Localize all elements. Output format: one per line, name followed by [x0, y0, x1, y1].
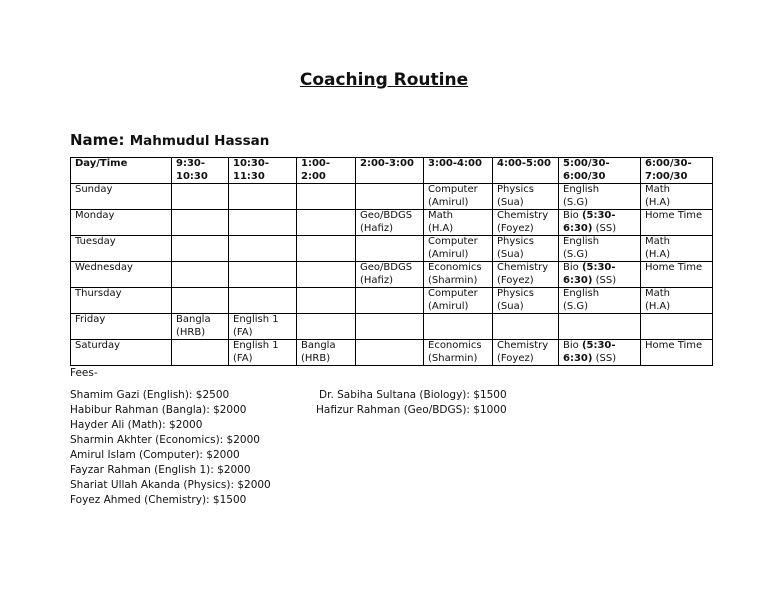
class-cell: English (S.G)	[559, 184, 641, 210]
class-cell	[172, 210, 229, 236]
table-row	[71, 340, 713, 366]
fee-item: Amirul Islam (Computer): $2000	[70, 449, 240, 461]
fee-item: Shamim Gazi (English): $2500	[70, 389, 230, 401]
class-cell	[297, 210, 356, 236]
class-cell: Bio (5:30- 6:30) (SS)	[559, 340, 641, 366]
class-cell	[229, 184, 297, 210]
fee-item: Dr. Sabiha Sultana (Biology): $1500	[319, 389, 507, 401]
fee-item: Habibur Rahman (Bangla): $2000	[70, 404, 247, 416]
header-day-time: Day/Time	[71, 158, 172, 184]
fees-heading: Fees-	[70, 367, 98, 379]
table-header-row	[71, 158, 713, 184]
class-cell: Math (H.A)	[641, 236, 713, 262]
class-cell	[229, 210, 297, 236]
class-cell: Home Time	[641, 210, 713, 236]
class-cell: Bangla (HRB)	[297, 340, 356, 366]
routine-table	[70, 157, 713, 366]
header-time-slot: 2:00-3:00	[356, 158, 424, 184]
class-cell	[559, 314, 641, 340]
class-cell	[297, 314, 356, 340]
class-cell	[172, 184, 229, 210]
fee-item: Fayzar Rahman (English 1): $2000	[70, 464, 251, 476]
class-cell: Math (H.A)	[641, 184, 713, 210]
table-row	[71, 314, 713, 340]
class-cell	[172, 262, 229, 288]
class-cell: English (S.G)	[559, 288, 641, 314]
class-cell: Home Time	[641, 340, 713, 366]
class-cell: Geo/BDGS (Hafiz)	[356, 262, 424, 288]
class-cell: Chemistry (Foyez)	[493, 262, 559, 288]
class-cell	[641, 314, 713, 340]
class-cell: Math (H.A)	[641, 288, 713, 314]
day-cell: Tuesday	[71, 236, 172, 262]
fee-item: Sharmin Akhter (Economics): $2000	[70, 434, 260, 446]
class-cell	[356, 288, 424, 314]
header-time-slot: 3:00-4:00	[424, 158, 493, 184]
class-cell	[356, 340, 424, 366]
fee-item: Hafizur Rahman (Geo/BDGS): $1000	[316, 404, 507, 416]
day-cell: Sunday	[71, 184, 172, 210]
class-cell: Computer (Amirul)	[424, 184, 493, 210]
header-time-slot: 4:00-5:00	[493, 158, 559, 184]
class-cell	[172, 340, 229, 366]
class-cell	[297, 288, 356, 314]
class-cell: Bio (5:30- 6:30) (SS)	[559, 262, 641, 288]
class-cell	[356, 236, 424, 262]
table-row	[71, 184, 713, 210]
header-time-slot: 10:30- 11:30	[229, 158, 297, 184]
class-cell: Physics (Sua)	[493, 184, 559, 210]
class-cell	[297, 184, 356, 210]
table-row	[71, 236, 713, 262]
fees-list-right	[316, 388, 507, 418]
class-cell: Geo/BDGS (Hafiz)	[356, 210, 424, 236]
class-cell	[493, 314, 559, 340]
class-cell: Physics (Sua)	[493, 236, 559, 262]
day-cell: Saturday	[71, 340, 172, 366]
fee-item: Foyez Ahmed (Chemistry): $1500	[70, 494, 247, 506]
fee-item: Shariat Ullah Akanda (Physics): $2000	[70, 479, 271, 491]
class-cell	[229, 262, 297, 288]
student-name: Mahmudul Hassan	[129, 133, 270, 149]
class-cell: Computer (Amirul)	[424, 236, 493, 262]
class-cell	[172, 236, 229, 262]
header-time-slot: 9:30- 10:30	[172, 158, 229, 184]
class-cell: Physics (Sua)	[493, 288, 559, 314]
table-row	[71, 262, 713, 288]
day-cell: Thursday	[71, 288, 172, 314]
class-cell: Math (H.A)	[424, 210, 493, 236]
class-cell: English (S.G)	[559, 236, 641, 262]
header-time-slot: 5:00/30- 6:00/30	[559, 158, 641, 184]
class-cell: Economics (Sharmin)	[424, 340, 493, 366]
class-cell	[356, 314, 424, 340]
day-cell: Monday	[71, 210, 172, 236]
student-name-line	[70, 131, 269, 149]
day-cell: Friday	[71, 314, 172, 340]
class-cell: Home Time	[641, 262, 713, 288]
class-cell: English 1 (FA)	[229, 314, 297, 340]
page-title: Coaching Routine	[299, 70, 469, 90]
header-time-slot: 6:00/30- 7:00/30	[641, 158, 713, 184]
class-cell	[297, 262, 356, 288]
header-time-slot: 1:00-2:00	[297, 158, 356, 184]
class-cell: English 1 (FA)	[229, 340, 297, 366]
class-cell	[172, 288, 229, 314]
fee-item: Hayder Ali (Math): $2000	[70, 419, 203, 431]
class-cell: Economics (Sharmin)	[424, 262, 493, 288]
class-cell	[297, 236, 356, 262]
class-cell: Bangla (HRB)	[172, 314, 229, 340]
name-label: Name:	[70, 131, 125, 149]
class-cell: Chemistry (Foyez)	[493, 340, 559, 366]
class-cell	[229, 288, 297, 314]
class-cell	[229, 236, 297, 262]
fees-list-left	[70, 388, 271, 508]
class-cell: Computer (Amirul)	[424, 288, 493, 314]
class-cell: Chemistry (Foyez)	[493, 210, 559, 236]
table-row	[71, 210, 713, 236]
day-cell: Wednesday	[71, 262, 172, 288]
class-cell: Bio (5:30- 6:30) (SS)	[559, 210, 641, 236]
table-row	[71, 288, 713, 314]
class-cell	[356, 184, 424, 210]
class-cell	[424, 314, 493, 340]
